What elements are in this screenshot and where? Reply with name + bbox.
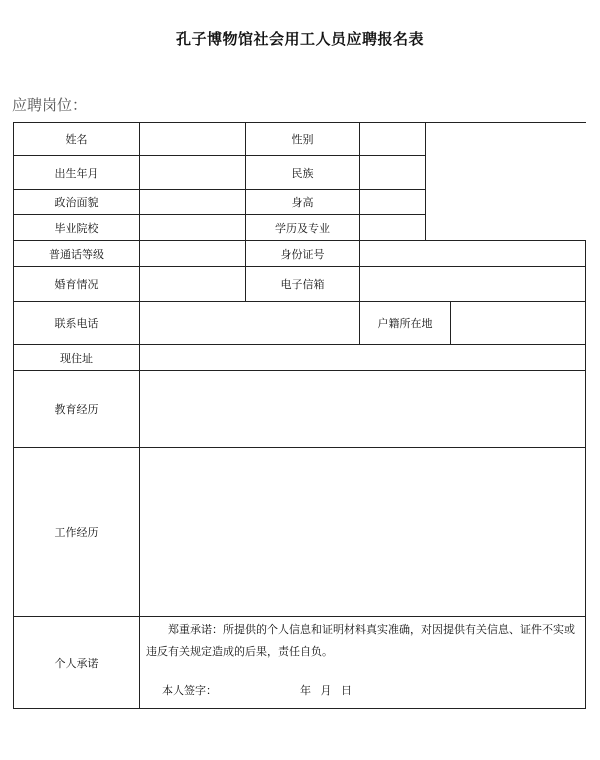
height-label: 身高 bbox=[246, 190, 360, 215]
height-field[interactable] bbox=[360, 190, 426, 215]
phone-label: 联系电话 bbox=[14, 302, 140, 345]
school-field[interactable] bbox=[140, 215, 246, 241]
hukou-field[interactable] bbox=[451, 302, 586, 345]
name-label: 姓名 bbox=[14, 123, 140, 156]
work-history-field[interactable] bbox=[140, 448, 586, 617]
commitment-cell bbox=[140, 617, 586, 709]
email-label: 电子信箱 bbox=[246, 267, 360, 302]
work-history-label: 工作经历 bbox=[14, 448, 140, 617]
ethnicity-label: 民族 bbox=[246, 156, 360, 190]
marriage-label: 婚育情况 bbox=[14, 267, 140, 302]
photo-area bbox=[426, 123, 586, 241]
gender-label: 性别 bbox=[246, 123, 360, 156]
commitment-text: 郑重承诺：所提供的个人信息和证明材料真实准确，对因提供有关信息、证件不实或违反有关规定造成的后果，责任自负。 bbox=[146, 623, 575, 658]
commitment-label: 个人承诺 bbox=[14, 617, 140, 709]
education-history-field[interactable] bbox=[140, 371, 586, 448]
education-history-label: 教育经历 bbox=[14, 371, 140, 448]
address-label: 现住址 bbox=[14, 345, 140, 371]
id-number-label: 身份证号 bbox=[246, 241, 360, 267]
signature-label: 本人签字： bbox=[162, 684, 217, 697]
mandarin-field[interactable] bbox=[140, 241, 246, 267]
ethnicity-field[interactable] bbox=[360, 156, 426, 190]
politics-field[interactable] bbox=[140, 190, 246, 215]
name-field[interactable] bbox=[140, 123, 246, 156]
marriage-field[interactable] bbox=[140, 267, 246, 302]
birth-label: 出生年月 bbox=[14, 156, 140, 190]
id-number-field[interactable] bbox=[360, 241, 586, 267]
education-major-label: 学历及专业 bbox=[246, 215, 360, 241]
signature-date-label: 年 月 日 bbox=[300, 684, 352, 697]
birth-field[interactable] bbox=[140, 156, 246, 190]
application-form-table bbox=[13, 122, 586, 709]
school-label: 毕业院校 bbox=[14, 215, 140, 241]
education-major-field[interactable] bbox=[360, 215, 426, 241]
mandarin-label: 普通话等级 bbox=[14, 241, 140, 267]
address-field[interactable] bbox=[140, 345, 586, 371]
email-field[interactable] bbox=[360, 267, 586, 302]
phone-field[interactable] bbox=[140, 302, 360, 345]
politics-label: 政治面貌 bbox=[14, 190, 140, 215]
form-title: 孔子博物馆社会用工人员应聘报名表 bbox=[175, 30, 424, 48]
hukou-label: 户籍所在地 bbox=[360, 302, 451, 345]
applied-position-label: 应聘岗位： bbox=[12, 96, 88, 114]
gender-field[interactable] bbox=[360, 123, 426, 156]
